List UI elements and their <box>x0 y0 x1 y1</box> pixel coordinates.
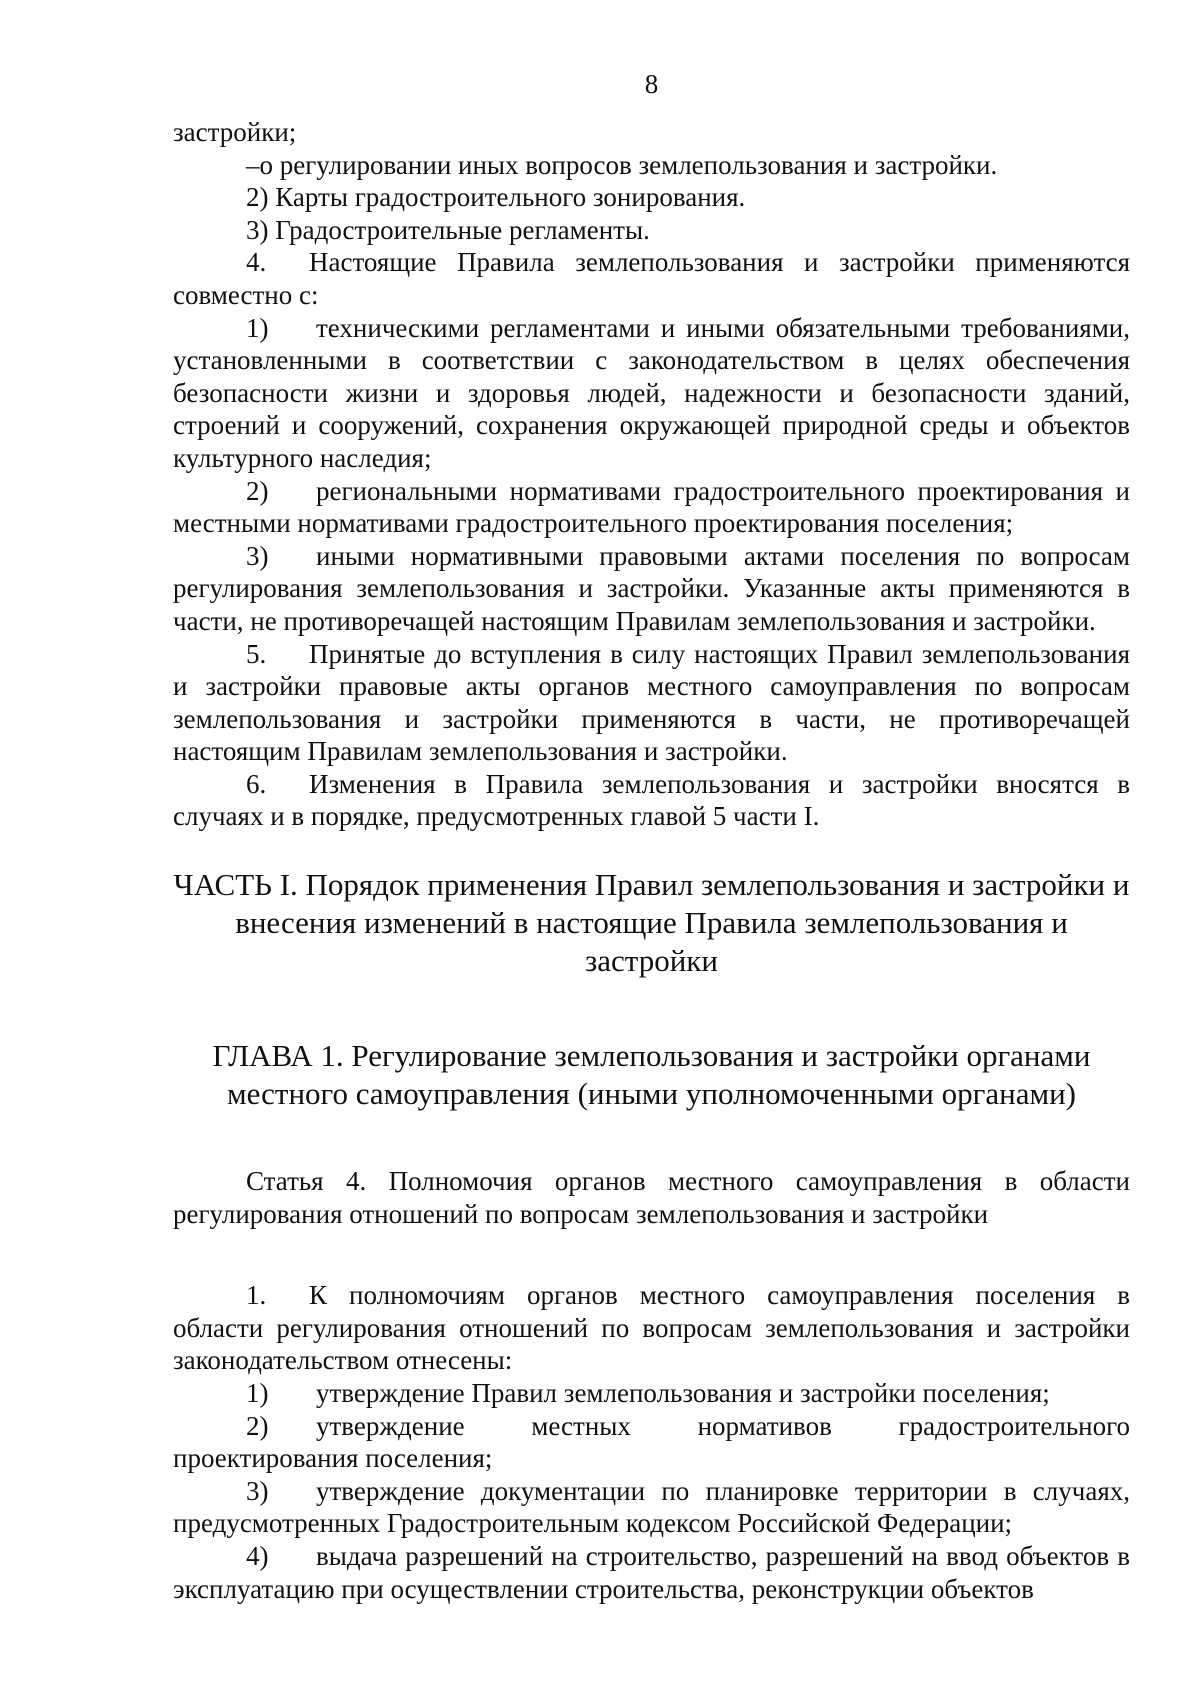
paragraph-item-5 <box>173 638 1130 768</box>
paragraph-item-3: 3) Градостроительные регламенты. <box>246 214 650 245</box>
list-item-dash <box>173 149 1130 182</box>
page-number: 8 <box>644 69 659 99</box>
item-text: Принятые до вступления в силу настоящих Правил землепользования и застройки правовые акты органов местного самоуправления по вопросам землепользования и застройки применяются в части, не противоречащей настоящим Правилам землепользования и застройки. <box>173 638 1130 767</box>
article-sub-item-2 <box>173 1410 1130 1475</box>
article-heading: Статья 4. Полномочия органов местного самоуправления в области регулирования отношений по вопросам землепользования и застройки <box>173 1166 1130 1229</box>
sub-item-3 <box>173 540 1130 638</box>
item-text: Изменения в Правила землепользования и застройки вносятся в случаях и в порядке, предусмотренных главой 5 части I. <box>173 768 1130 832</box>
paragraph-item-2: 2) Карты градостроительного зонирования. <box>246 182 746 213</box>
article-sub-item-4 <box>173 1540 1130 1605</box>
item-text: утверждение местных нормативов градостроительного проектирования поселения; <box>173 1410 1130 1474</box>
item-number: 3) <box>246 1475 269 1506</box>
paragraph-item-6 <box>173 768 1130 833</box>
item-text: К полномочиям органов местного самоуправления поселения в области регулирования отношений по вопросам землепользования и застройки законодательством отнесены: <box>173 1280 1130 1376</box>
item-number: 1. <box>246 1280 267 1311</box>
item-number: 1) <box>246 1378 269 1409</box>
article-sub-item-1 <box>173 1377 1130 1410</box>
item-text: утверждение документации по планировке территории в случаях, предусмотренных Градостроительным кодексом Российской Федерации; <box>173 1475 1130 1539</box>
item-number: 4. <box>246 247 267 278</box>
item-text: Настоящие Правила землепользования и застройки применяются совместно с: <box>173 247 1130 310</box>
item-number: 6. <box>246 768 267 799</box>
list-marker: – <box>246 149 260 180</box>
item-number: 3) <box>246 540 269 571</box>
item-number: 5. <box>246 638 267 669</box>
item-number: 2) <box>246 1410 269 1441</box>
list-item-text: о регулировании иных вопросов землепользования и застройки. <box>259 149 998 180</box>
item-number: 2) <box>246 475 269 506</box>
item-number: 4) <box>246 1541 269 1571</box>
document-page <box>173 68 1130 1605</box>
item-text: региональными нормативами градостроительного проектирования и местными нормативами градостроительного проектирования поселения; <box>173 475 1130 539</box>
sub-item-1 <box>173 312 1130 475</box>
chapter-heading: ГЛАВА 1. Регулирование землепользования и застройки органами местного самоуправления (иными уполномоченными органами) <box>212 1038 1091 1112</box>
item-text: техническими регламентами и иными обязательными требованиями, установленными в соответствии с законодательством в целях обеспечения безопасности жизни и здоровья людей, надежности и безопасности зданий, строений и сооружений, сохранения окружающей природной среды и объектов культурного наследия; <box>173 312 1130 473</box>
sub-item-2 <box>173 475 1130 540</box>
paragraph-continuation: застройки; <box>173 117 297 147</box>
item-text: иными нормативными правовыми актами поселения по вопросам регулирования землепользования и застройки. Указанные акты применяются в части, не противоречащей настоящим Правилам землепользования и застройки. <box>173 540 1130 636</box>
part-heading: ЧАСТЬ I. Порядок применения Правил землепользования и застройки и внесения изменений в настоящие Правила землепользования и застройки <box>173 867 1130 979</box>
item-text: утверждение Правил землепользования и застройки поселения; <box>316 1378 1050 1409</box>
article-item-1 <box>173 1279 1130 1377</box>
paragraph-item-4 <box>173 246 1130 311</box>
article-sub-item-3 <box>173 1475 1130 1540</box>
item-number: 1) <box>246 312 269 343</box>
item-text: выдача разрешений на строительство, разрешений на ввод объектов в эксплуатацию при осуществлении строительства, реконструкции объектов <box>173 1541 1130 1604</box>
